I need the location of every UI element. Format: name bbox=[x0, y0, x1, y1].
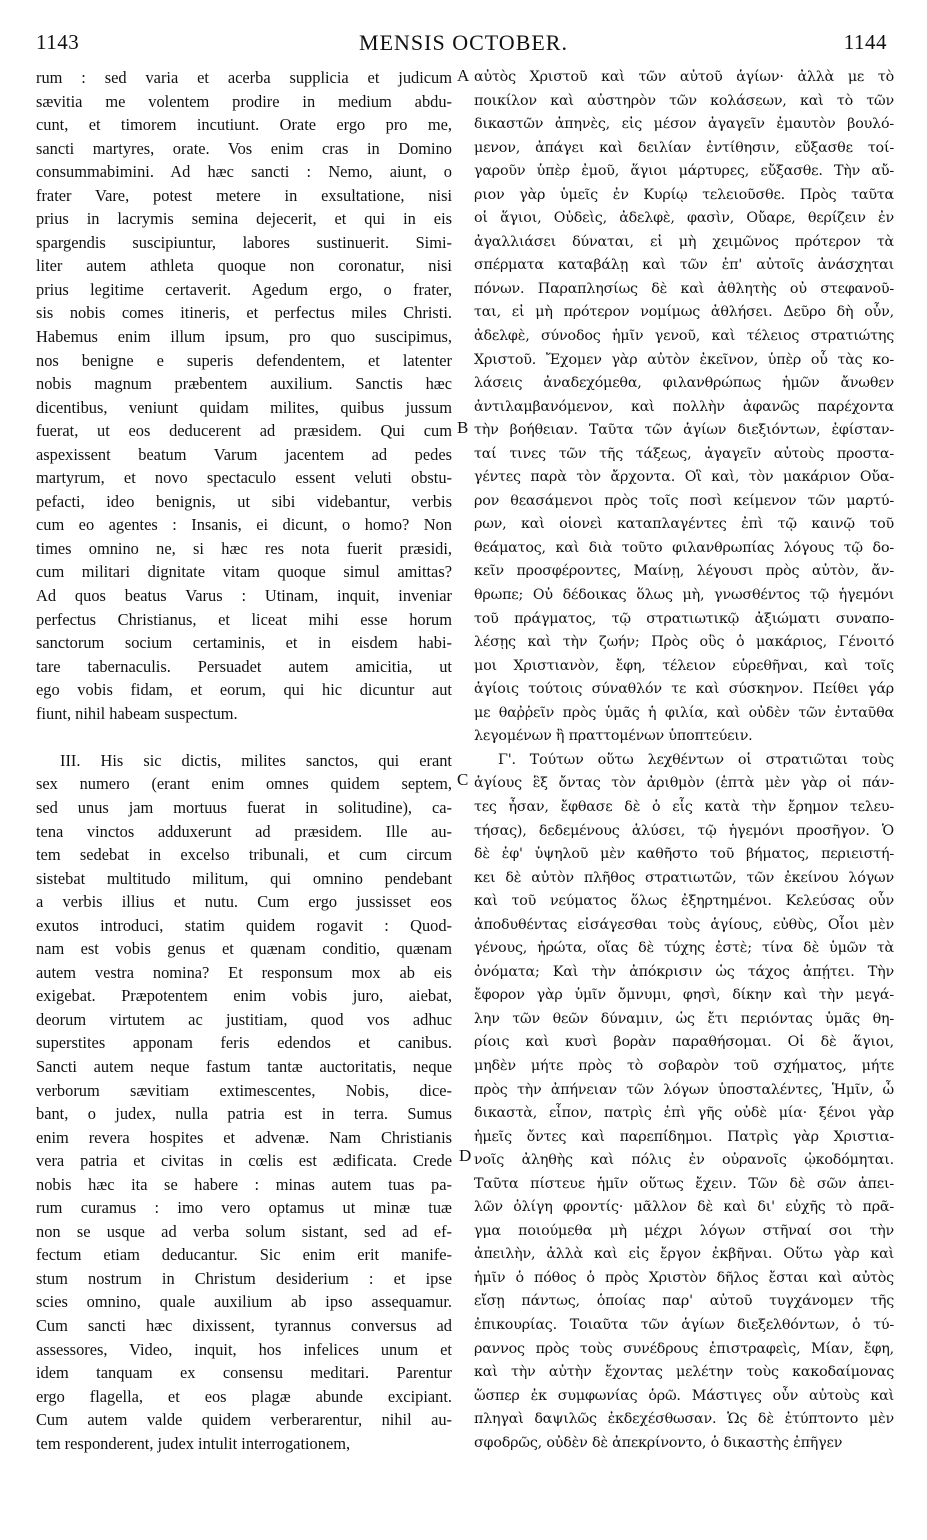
text-line: nobis hæc ita se habere : minas autem tuas pa- bbox=[36, 1174, 452, 1194]
text-line: perfectus Christianus, et liceat mihi esse horum bbox=[36, 609, 452, 629]
margin-marker-d: D bbox=[459, 1146, 472, 1165]
text-line: tena vinctos adduxerunt ad præsidem. Ille au- bbox=[36, 821, 452, 841]
margin-marker-b: B bbox=[457, 418, 469, 437]
text-line: sed unus jam mortuus fuerat in solitudine), ca- bbox=[36, 797, 452, 817]
text-line: aspexissent beatum Varum jacentem ad pedes bbox=[36, 444, 452, 464]
text-line: τες ἦσαν, ἔφθασε δὲ ὁ εἷς κατὰ τὴν ἔρημον τελευ- bbox=[474, 798, 894, 815]
text-line: frater Vare, potest metere in exsultatione, nisi bbox=[36, 185, 452, 205]
text-line: cum eo agentes : Insanis, ei dicunt, o homo? Non bbox=[36, 515, 452, 535]
text-line: prius in lacrymis semina dejecerit, et qui in eis bbox=[36, 209, 452, 229]
text-line: spargendis suscipiuntur, labores sustinuerit. Simi- bbox=[36, 232, 452, 252]
text-line: ego vobis fidam, et eorum, qui hic dicuntur aut bbox=[36, 680, 452, 700]
text-line: ἀπειλὴν, ἀλλὰ καὶ εἰς ἔργον ἐκβῆναι. Οὕτω γὰρ καὶ bbox=[474, 1246, 894, 1263]
text-line: Ταῦτα πίστευε ἡμῖν οὕτως ἔχειν. Τῶν δὲ σῶν ἀπει- bbox=[474, 1175, 894, 1192]
text-line: cum militari dignitate vitam quoque simul amittas? bbox=[36, 562, 452, 582]
text-line: exutos introduci, statim quidem rogavit : Quod- bbox=[36, 915, 452, 935]
text-line: fectum etiam deducantur. Sic enim erit manife- bbox=[36, 1245, 452, 1265]
page-number-left: 1143 bbox=[36, 30, 80, 54]
text-line: ἀποδυθέντας εἰσάγεσθαι τοὺς ἁγίους, εὐθὺς, Οἷοι μὲν bbox=[474, 916, 894, 933]
text-line: κεῖν προσφέροντες, Μαίνῃ, λέγουσι πρὸς αὐτὸν, ἄν- bbox=[474, 563, 894, 580]
text-line: θεάματος, καὶ διὰ τοῦτο φιλανθρωπίας λόγους τῷ δο- bbox=[474, 539, 894, 556]
greek-column bbox=[474, 66, 894, 1455]
text-line: Ad quos beatus Varus : Utinam, inquit, inveniar bbox=[36, 586, 452, 606]
text-line: sistebat multitudo militum, qui omnino pendebant bbox=[36, 868, 452, 888]
text-line: rum : sed varia et acerba supplicia et judicum bbox=[36, 68, 452, 87]
margin-marker-c: C bbox=[457, 770, 469, 789]
text-line: pefacti, ideo benignis, ut sibi videbantur, verbis bbox=[36, 491, 452, 511]
text-line: Cum sancti hæc dixissent, tyrannus conversus ad bbox=[36, 1315, 452, 1335]
text-line: times omnino ne, si hæc res nota fuerit præsidi, bbox=[36, 538, 452, 558]
text-line: σπέρματα καταβάλῃ καὶ τῶν ἐπ' αὐτοῖς ἀνάσχηται bbox=[474, 257, 894, 274]
text-line: ριον γὰρ ὑμεῖς ἐν Κυρίῳ τελειοῦσθε. Πρὸς ταῦτα bbox=[474, 186, 894, 203]
latin-column bbox=[36, 66, 452, 1455]
text-line: καὶ τοῦ νεύματος ὅλως ἐξηρτημένοι. Κελεύσας οὖν bbox=[474, 893, 894, 910]
text-line: bant, o judex, nulla patria est in terra. Sumus bbox=[36, 1104, 452, 1124]
text-line: non se usque ad verba solum sistant, sed ad ef- bbox=[36, 1221, 452, 1241]
text-line: liter autem athleta quoque non coronatur, nisi bbox=[36, 256, 452, 276]
text-line: deorum virtutem ac justitiam, quod vos adhuc bbox=[36, 1009, 452, 1029]
text-line: ἁγίους ἓξ ὄντας τὸν ἀριθμὸν (ἑπτὰ μὲν γὰρ οἱ πάν- bbox=[474, 775, 894, 792]
text-line: με θαῤῥεῖν πρὸς ὑμᾶς ἡ φιλία, καὶ οὐδὲν τῶν ἐνταῦθα bbox=[474, 704, 894, 721]
text-line: prius legitime certaverit. Agedum ergo, o frater, bbox=[36, 279, 452, 299]
text-line: λάσεις ἀναδεχόμεθα, φιλανθρώπως ἡμῶν ἄνωθεν bbox=[474, 375, 894, 392]
text-line: ἁγίοις τούτοις σύναθλόν τε καὶ σύσκηνον. Πείθει γάρ bbox=[474, 681, 894, 698]
paragraph-gap bbox=[36, 725, 452, 749]
text-line: exigebat. Præpotentem enim vobis juro, aiebat, bbox=[36, 986, 452, 1006]
text-line: stum nostrum in Christum desiderium : et ipse bbox=[36, 1268, 452, 1288]
text-line: πόνων. Παραπλησίως δὲ καὶ ἀθλητὴς οὐ στεφανοῦ- bbox=[474, 280, 894, 297]
text-line: a verbis illius et nutu. Cum ergo jussisset eos bbox=[36, 892, 452, 912]
text-line: cunt, et timorem incutiunt. Orate ergo pro me, bbox=[36, 115, 452, 135]
text-line: nos benigne e superis defendentem, et latenter bbox=[36, 350, 452, 370]
text-line: ἔφορον γὰρ ὑμῖν ὄμνυμι, φησὶ, δίκην καὶ τὴν μεγά- bbox=[474, 987, 894, 1004]
text-line: θρωπε; Οὐ δέδοικας ὅλως μὴ, γνωσθέντος τῷ ἡγεμόνι bbox=[474, 587, 894, 604]
text-line: δικαστὰ, εἶπον, πατρὶς ἐπὶ γῆς οὐδὲ μία· ξένοι γὰρ bbox=[474, 1105, 894, 1122]
text-line: ἡμῖν ὁ πόθος ὁ πρὸς Χριστὸν δῆλος ἔσται καὶ αὐτὸς bbox=[474, 1269, 894, 1286]
text-line: sanctorum socium certaminis, et in eisdem habi- bbox=[36, 633, 452, 653]
text-line: ποικίλον καὶ αὐστηρὸν τῶν κολάσεων, καὶ τὸ τῶν bbox=[474, 92, 894, 109]
text-line: δικαστῶν ἀπηνὲς, εἰς μέσον ἀγαγεῖν ἐμαυτὸν βουλό- bbox=[474, 116, 894, 133]
text-line: dicentibus, veniunt quidam milites, quibus jussum bbox=[36, 397, 452, 417]
margin-marker-a: A bbox=[457, 66, 470, 85]
running-title: MENSIS OCTOBER. bbox=[359, 30, 568, 55]
text-line: κει δὲ αὐτὸν πλῆθος στρατιωτῶν, τῶν ἐκείνου λόγων bbox=[474, 869, 894, 886]
text-line: γένους, ἠρώτα, οἵας δὲ τύχης ἐστὲ; τίνα δὲ ὑμῶν τὰ bbox=[474, 940, 894, 957]
text-line: νοῖς ἀληθὴς καὶ πόλις ἐν οὐρανοῖς ᾠκοδόμηται. bbox=[474, 1152, 894, 1169]
text-line: λην τῶν θεῶν δύναμιν, ὡς ἔτι περιόντας ὑμᾶς θη- bbox=[474, 1010, 894, 1027]
text-line: λέσῃς καὶ τὴν ζωήν; Πρὸς οὓς ὁ μακάριος, Γένοιτό bbox=[474, 634, 894, 651]
text-line: Γ'. Τούτων οὕτω λεχθέντων οἱ στρατιῶται τοὺς bbox=[498, 751, 894, 768]
text-line: martyrum, et novo spectaculo essent veluti obstu- bbox=[36, 468, 452, 488]
text-line: Cum autem valde quidem verberarentur, nihil au- bbox=[36, 1410, 452, 1430]
text-line: τοῦ πράγματος, τῷ στρατιωτικῷ ἀξιώματι συναπο- bbox=[474, 610, 894, 627]
text-line: superstites apponam feris edendos et canibus. bbox=[36, 1033, 452, 1053]
text-line: tare tabernaculis. Persuadet autem amicitia, ut bbox=[36, 656, 452, 676]
text-line: γαροῦν ὑπὲρ ἐμοῦ, ἅγιοι μάρτυρες, εὔξασθε. Τὴν αὔ- bbox=[474, 163, 894, 180]
text-line: δὲ ἐφ' ὑψηλοῦ μὲν καθῆστο τοῦ βήματος, περιειστή- bbox=[474, 846, 894, 863]
text-line: τήσας), δεδεμένους ἁλύσει, τῷ ἡγεμόνι προσῆγον. Ὁ bbox=[474, 822, 894, 839]
text-line: nobis magnum præbentem auxilium. Sanctis hæc bbox=[36, 374, 452, 394]
text-line: sis nobis comes itineris, et perfectus miles Christi. bbox=[36, 303, 452, 323]
text-line: πληγαὶ δαψιλῶς ἐκδεχέσθωσαν. Ὡς δὲ ἐτύπτοντο μὲν bbox=[474, 1411, 894, 1428]
text-line: οἱ ἅγιοι, Οὐδεὶς, ἀδελφὲ, φασὶν, Οὔαρε, θερίζειν ἐν bbox=[474, 210, 894, 227]
text-line: rum curamus : imo vero optamus ut minæ tuæ bbox=[36, 1198, 452, 1218]
text-line: λεγομένων ἢ πραττομένων ὑποπτεύειν. bbox=[474, 728, 753, 745]
text-line: ραννος πρὸς τοὺς συνέδρους ἐπιστραφεὶς, Μίαν, ἔφη, bbox=[474, 1340, 894, 1357]
text-line: τὴν βοήθειαν. Ταῦτα τῶν ἁγίων διεξιόντων, ἐφίσταν- bbox=[474, 422, 894, 439]
text-line: γμα ποιούμεθα μὴ μέχρι λόγων στῆναί σοι τὴν bbox=[474, 1222, 894, 1239]
text-line: ρον θεασάμενοι πρὸς τοῖς ποσὶ κείμενον τῶν μαρτύ- bbox=[474, 492, 894, 509]
text-line: ται, εἰ μὴ πρότερον νομίμως ἀθλήσει. Δεῦρο δὴ οὖν, bbox=[474, 304, 894, 321]
running-header bbox=[0, 30, 927, 60]
text-line: μενον, ἀπάγει καὶ δειλίαν ἐντίθησιν, εὔξασθε τοί- bbox=[474, 139, 894, 156]
text-line: πρὸς τὴν ἀπήνειαν τῶν λόγων ὑποσταλέντες, Ἡμῖν, ὦ bbox=[474, 1081, 894, 1098]
text-line: εἴσῃ πάντως, ὁποίας παρ' αὐτοῦ τυγχάνομεν τῆς bbox=[474, 1293, 894, 1310]
text-line: vera patria et civitas in cœlis est ædificata. Crede bbox=[36, 1151, 452, 1171]
text-line: nam est vobis genus et quænam conditio, quænam bbox=[36, 939, 452, 959]
text-line: Sancti autem neque fastum tantæ auctoritatis, neque bbox=[36, 1056, 452, 1076]
text-line: enim revera hospites et advenæ. Nam Christianis bbox=[36, 1127, 452, 1147]
text-line: idem tanquam ex consensu meditari. Parentur bbox=[36, 1363, 452, 1383]
text-line: ταί τινες τῶν τῆς τάξεως, ἀγαγεῖν αὐτοὺς προστα- bbox=[474, 445, 894, 462]
text-line: ὥσπερ ἐκ συμφωνίας ὁρῶ. Μάστιγες οὖν αὐτοὺς καὶ bbox=[474, 1387, 894, 1404]
text-line: sancti martyres, orate. Vos enim cras in Domino bbox=[36, 138, 452, 158]
text-line: assessores, Video, inquit, hos infelices unum et bbox=[36, 1339, 452, 1359]
text-line: consummabimini. Ad hæc sancti : Nemo, aiunt, o bbox=[36, 162, 452, 182]
text-line: sex numero (erant enim omnes quidem septem, bbox=[36, 774, 452, 794]
text-line: tem responderent, judex intulit interrogationem, bbox=[36, 1433, 351, 1453]
text-line: sævitia me volentem prodire in medium abdu- bbox=[36, 91, 452, 111]
text-line: ρων, καὶ οἱονεὶ καταπλαγέντες ἐπὶ τῷ καινῷ τοῦ bbox=[474, 516, 894, 533]
text-line: λῶν ὀλίγη φροντίς· μᾶλλον δὲ καὶ δι' εὐχῆς τὸ πρᾶ- bbox=[474, 1199, 894, 1216]
text-line: verborum sævitiam extimescentes, Nobis, dice- bbox=[36, 1080, 452, 1100]
page-number-right: 1144 bbox=[843, 30, 887, 54]
text-line: Habemus enim illum ipsum, pro quo suscipimus, bbox=[36, 327, 452, 347]
text-line: ἀντιλαμβανόμενον, καὶ πολλὴν ἀφανῶς παρέχοντα bbox=[474, 398, 894, 415]
text-line: III. His sic dictis, milites sanctos, qui erant bbox=[60, 750, 452, 770]
text-line: γέντες παρὰ τὸν ἄρχοντα. Οἳ καὶ, τὸν μακάριον Οὔα- bbox=[474, 469, 894, 486]
text-line: scies omnino, quale auxilium ab ipso assequamur. bbox=[36, 1292, 452, 1312]
text-line: ὀνόματα; Καὶ τὴν ἀπόκρισιν ὡς τάχος ἀπῄτει. Τὴν bbox=[474, 963, 894, 980]
text-line: ἐπικουρίας. Τοιαῦτα τῶν ἁγίων διεξελθόντων, ὁ τύ- bbox=[474, 1316, 894, 1333]
text-line: ἡμεῖς ὄντες καὶ παρεπίδημοι. Πατρὶς γὰρ Χριστια- bbox=[474, 1128, 894, 1145]
text-line: ergo flagella, et eos plagæ abunde excipiant. bbox=[36, 1386, 452, 1406]
text-line: μηδὲν μήτε πρὸς τὸ σοβαρὸν τοῦ σχήματος, μήτε bbox=[474, 1057, 894, 1074]
text-line: tem sedebat in excelso tribunali, et cum circum bbox=[36, 845, 452, 865]
text-line: αὐτὸς Χριστοῦ καὶ τῶν αὐτοῦ ἁγίων· ἀλλὰ με τὸ bbox=[474, 69, 894, 85]
text-line: ἀδελφὲ, σύνοδος ἡμῖν γενοῦ, καὶ τέλειος στρατιώτης bbox=[474, 328, 894, 345]
text-line: fiunt, nihil habeam suspectum. bbox=[36, 703, 238, 723]
text-line: καὶ τὴν αὐτὴν ἔχοντας μελέτην τοὺς κακοδαίμονας bbox=[474, 1364, 894, 1381]
text-line: μοι Χριστιανὸν, ἔφη, τέλειον εὑρεθῆναι, καὶ τοῖς bbox=[474, 657, 894, 674]
text-line: σφοδρῶς, οὐδὲν δὲ ἀπεκρίνοντο, ὁ δικαστὴς ἐπῆγεν bbox=[474, 1434, 843, 1451]
text-line: ρίοις καὶ κυσὶ βορὰν παραθήσομαι. Οἱ δὲ ἅγιοι, bbox=[474, 1034, 894, 1051]
text-line: ἀγαλλιάσει δύναται, εἰ μὴ χειμῶνος πρότερον τὰ bbox=[474, 233, 894, 250]
text-line: Χριστοῦ. Ἔχομεν γὰρ αὐτὸν ἐκεῖνον, ὑπὲρ οὗ τὰς κο- bbox=[474, 351, 894, 368]
text-line: autem vestra nomina? Et responsum mox ab eis bbox=[36, 962, 452, 982]
text-line: fuerat, ut eos deducerent ad præsidem. Qui cum bbox=[36, 421, 452, 441]
